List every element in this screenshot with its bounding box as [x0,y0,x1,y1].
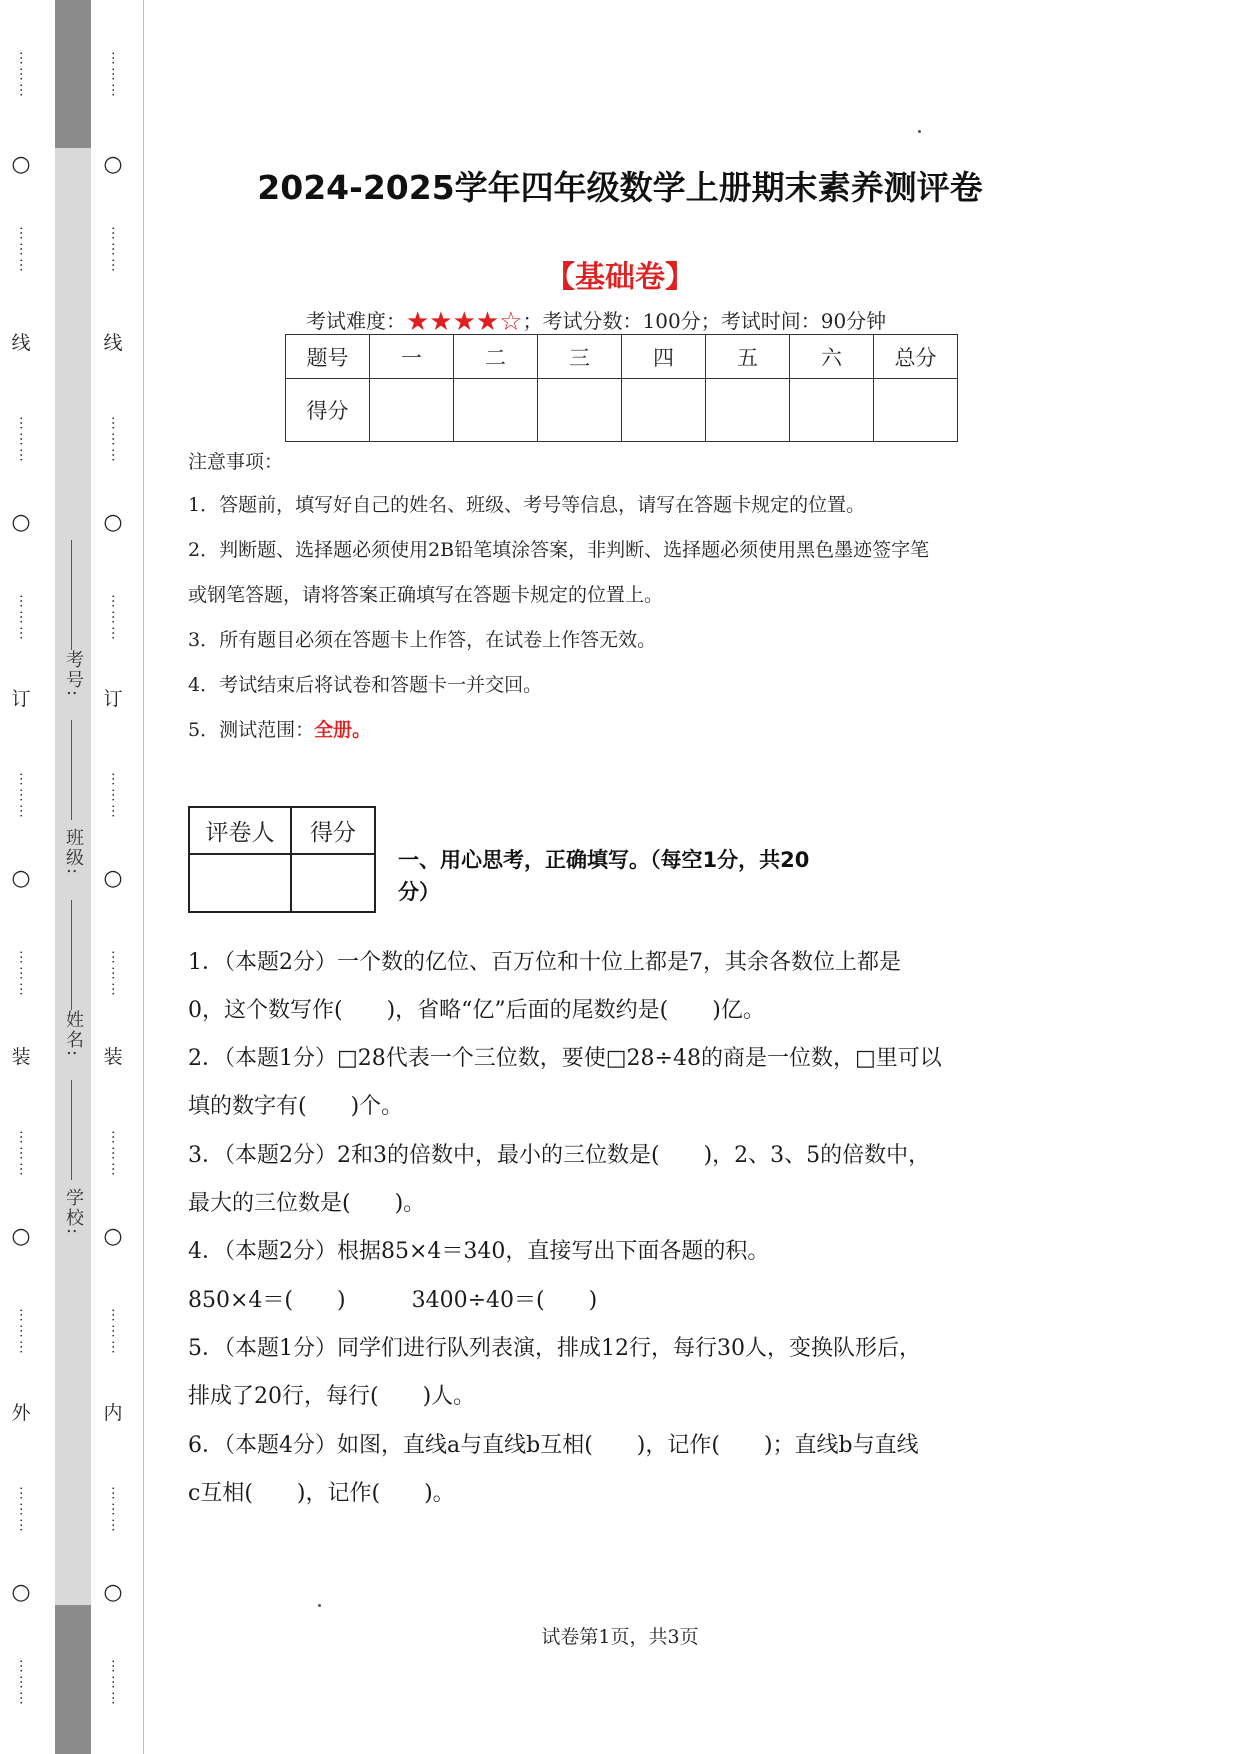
binding-char-line: 线 [103,332,123,354]
section-title [398,844,918,908]
exam-score-time: ；考试分数：100分；考试时间：90分钟 [522,309,887,333]
field-class: 班级: [63,828,84,877]
notice-item-scope [188,715,371,742]
dotted-line: ⋯⋯⋯ [105,1659,121,1707]
question-line: 3．（本题2分）2和3的倍数中，最小的三位数是( )，2、3、5的倍数中， [188,1143,931,1168]
score-cell-blank[interactable] [454,379,538,442]
binding-circle: ○ [11,1224,31,1249]
notice-item: 2．判断题、选择题必须使用2B铅笔填涂答案，非判断、选择题必须使用黑色墨迹签字笔 [188,539,930,561]
field-line-exam-no [71,540,72,650]
binding-circle: ○ [11,1580,31,1605]
page-footer: 试卷第1页，共3页 [541,1626,699,1648]
field-exam-no: 考号: [63,650,84,699]
grader-reviewer-blank[interactable] [189,854,291,912]
scope-value: 全册。 [314,719,372,741]
field-line-school [71,1080,72,1180]
binding-circle: ○ [11,866,31,891]
strip-dark-bottom [55,1605,91,1754]
grader-header-row [189,807,375,854]
question-line: 排成了20行，每行( )人。 [188,1384,476,1409]
dotted-line: ⋯⋯⋯ [105,416,121,464]
question-line: 填的数字有( )个。 [188,1094,404,1119]
score-cell-blank[interactable] [706,379,790,442]
binding-char-order: 订 [11,688,31,710]
dotted-line: ⋯⋯⋯ [13,950,29,998]
paper-subtitle: 【基础卷】 [545,260,695,295]
score-table [285,334,958,442]
dotted-line: ⋯⋯⋯ [105,1486,121,1534]
score-header-cell: 总分 [874,335,958,379]
score-header-cell: 题号 [286,335,370,379]
question-line: 最大的三位数是( )。 [188,1191,426,1216]
grader-blank-row [189,854,375,912]
notices-heading: 注意事项： [188,451,284,473]
page-title: 2024-2025学年四年级数学上册期末素养测评卷 [257,168,983,207]
field-school: 学校: [63,1188,84,1237]
dotted-line: ⋯⋯⋯ [13,1486,29,1534]
dotted-line: ⋯⋯⋯ [105,594,121,642]
binding-circle: ○ [11,510,31,535]
stray-dot [318,1604,321,1607]
score-cell-blank[interactable] [874,379,958,442]
question-line: 850×4＝( ) 3400÷40＝( ) [188,1288,598,1313]
difficulty-stars-icon: ★★★★ [406,307,500,337]
grader-score-blank[interactable] [291,854,375,912]
score-cell-blank[interactable] [790,379,874,442]
score-header-cell: 二 [454,335,538,379]
dotted-line: ⋯⋯⋯ [105,51,121,99]
question-line: 1．（本题2分）一个数的亿位、百万位和十位上都是7，其余各数位上都是 [188,950,901,975]
question-line: 4．（本题2分）根据85×4＝340，直接写出下面各题的积。 [188,1239,770,1264]
dotted-line: ⋯⋯⋯ [13,1659,29,1707]
score-header-cell: 六 [790,335,874,379]
notice-item: 或钢笔答题，请将答案正确填写在答题卡规定的位置上。 [188,584,664,606]
binding-char-line: 线 [11,332,31,354]
grader-box [188,806,376,913]
dotted-line: ⋯⋯⋯ [13,1308,29,1356]
score-cell-blank[interactable] [622,379,706,442]
section-title-line: 分） [398,880,440,904]
dotted-line: ⋯⋯⋯ [105,1308,121,1356]
question-line: 2．（本题1分）□28代表一个三位数，要使□28÷48的商是一位数，□里可以 [188,1046,942,1071]
empty-star-icon: ☆ [499,307,523,337]
notice-item: 4．考试结束后将试卷和答题卡一并交回。 [188,674,543,696]
binding-char-order: 订 [103,688,123,710]
question-line: 0，这个数写作( )，省略“亿”后面的尾数约是( )亿。 [188,998,765,1023]
dotted-line: ⋯⋯⋯ [13,226,29,274]
section-title-line: 一、用心思考，正确填写。（每空1分，共20 [398,848,810,872]
field-line-name [71,900,72,1010]
stray-dot [918,130,921,133]
question-line: 6．（本题4分）如图，直线a与直线b互相( )，记作( )；直线b与直线 [188,1433,919,1458]
field-line-class [71,720,72,820]
notice-item: 1．答题前，填写好自己的姓名、班级、考号等信息，请写在答题卡规定的位置。 [188,494,866,516]
dotted-line: ⋯⋯⋯ [13,51,29,99]
field-name: 姓名: [63,1010,84,1059]
dotted-line: ⋯⋯⋯ [13,772,29,820]
scope-label: 5．测试范围： [188,719,315,741]
dotted-line: ⋯⋯⋯ [105,226,121,274]
score-table-score-row [286,379,958,442]
binding-char-bind: 装 [103,1046,123,1068]
binding-circle: ○ [103,1224,123,1249]
dotted-line: ⋯⋯⋯ [105,1130,121,1178]
score-header-cell: 五 [706,335,790,379]
binding-char-outer: 外 [11,1402,31,1424]
dotted-line: ⋯⋯⋯ [105,950,121,998]
binding-circle: ○ [103,152,123,177]
outer-binding-column [8,0,34,1754]
question-line: c互相( )，记作( )。 [188,1481,455,1506]
difficulty-label: 考试难度： [306,309,406,333]
score-cell-blank[interactable] [370,379,454,442]
score-header-cell: 三 [538,335,622,379]
strip-dark-top [55,0,91,148]
dotted-line: ⋯⋯⋯ [105,772,121,820]
notice-item: 3．所有题目必须在答题卡上作答，在试卷上作答无效。 [188,629,657,651]
score-header-cell: 四 [622,335,706,379]
dotted-line: ⋯⋯⋯ [13,1130,29,1178]
grader-reviewer-label: 评卷人 [189,807,291,854]
exam-info [306,305,886,337]
binding-circle: ○ [103,1580,123,1605]
inner-binding-column [100,0,126,1754]
binding-strip [55,0,91,1754]
score-header-cell: 一 [370,335,454,379]
score-table-header-row [286,335,958,379]
binding-char-inner: 内 [103,1402,123,1424]
binding-char-bind: 装 [11,1046,31,1068]
dotted-line: ⋯⋯⋯ [13,594,29,642]
grader-score-label: 得分 [291,807,375,854]
score-row-label: 得分 [286,379,370,442]
score-cell-blank[interactable] [538,379,622,442]
margin-divider [143,0,144,1754]
question-line: 5．（本题1分）同学们进行队列表演，排成12行，每行30人，变换队形后， [188,1336,921,1361]
dotted-line: ⋯⋯⋯ [13,416,29,464]
binding-circle: ○ [103,510,123,535]
binding-circle: ○ [103,866,123,891]
binding-circle: ○ [11,152,31,177]
